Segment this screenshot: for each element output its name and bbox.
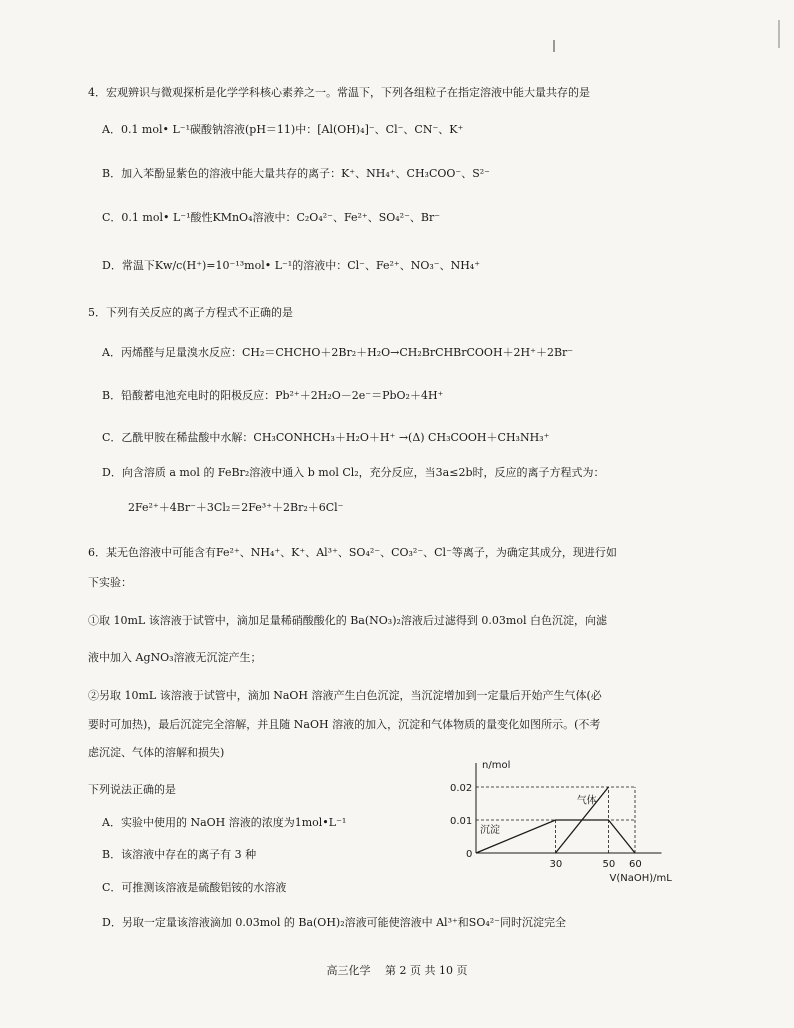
q6-option-b: B．该溶液中存在的离子有 3 种	[102, 848, 257, 861]
q5-option-c: C．乙酰甲胺在稀盐酸中水解：CH₃CONHCH₃＋H₂O＋H⁺ →(Δ) CH₃COOH＋CH₃NH₃⁺	[102, 431, 550, 444]
origin-label: 0	[466, 849, 473, 860]
y-tick-label: 0.01	[450, 816, 473, 827]
q5-stem: 5．下列有关反应的离子方程式不正确的是	[88, 306, 293, 319]
q6-option-d: D．另取一定量该溶液滴加 0.03mol 的 Ba(OH)₂溶液可能使溶液中 Al³⁺和SO₄²⁻同时沉淀完全	[102, 916, 566, 929]
precipitate-gas-chart	[438, 755, 678, 887]
q5-option-a: A．丙烯醛与足量溴水反应：CH₂＝CHCHO＋2Br₂＋H₂O→CH₂BrCHBrCOOH＋2H⁺＋2Br⁻	[102, 346, 574, 359]
q6-experiment2-line1: ②另取 10mL 该溶液于试管中，滴加 NaOH 溶液产生白色沉淀，当沉淀增加到一定量后开始产生气体(必	[88, 689, 602, 702]
x-tick-label: 50	[602, 859, 616, 870]
q6-experiment2-line2: 要时可加热)，最后沉淀完全溶解，并且随 NaOH 溶液的加入，沉淀和气体物质的量变化如图所示。(不考	[88, 718, 601, 731]
scan-mark	[778, 20, 780, 48]
q4-option-b: B．加入苯酚显紫色的溶液中能大量共存的离子：K⁺、NH₄⁺、CH₃COO⁻、S²⁻	[102, 167, 490, 180]
q6-experiment2-line3: 虑沉淀、气体的溶解和损失)	[88, 746, 225, 759]
q6-stem-line2: 下实验：	[88, 576, 132, 589]
q6-question: 下列说法正确的是	[88, 783, 176, 796]
x-tick-label: 60	[629, 859, 642, 870]
y-tick-label: 0.02	[450, 783, 473, 794]
series-label: 气体	[576, 795, 597, 807]
y-axis-label: n/mol	[482, 760, 511, 771]
series-label: 沉淀	[480, 825, 500, 837]
q4-option-d: D．常温下Kw/c(H⁺)=10⁻¹³mol• L⁻¹的溶液中：Cl⁻、Fe²⁺、NO₃⁻、NH₄⁺	[102, 259, 481, 272]
q6-option-a: A．实验中使用的 NaOH 溶液的浓度为1mol•L⁻¹	[102, 816, 347, 829]
q5-option-b: B．铅酸蓄电池充电时的阳极反应：Pb²⁺＋2H₂O－2e⁻＝PbO₂＋4H⁺	[102, 389, 444, 402]
q4-option-c: C．0.1 mol• L⁻¹酸性KMnO₄溶液中：C₂O₄²⁻、Fe²⁺、SO₄²⁻、Br⁻	[102, 211, 441, 224]
page-footer: 高三化学 第 2 页 共 10 页	[326, 964, 468, 977]
q5-option-d-equation: 2Fe²⁺＋4Br⁻＋3Cl₂＝2Fe³⁺＋2Br₂＋6Cl⁻	[128, 501, 344, 514]
q6-experiment1-line1: ①取 10mL 该溶液于试管中，滴加足量稀硝酸酸化的 Ba(NO₃)₂溶液后过滤得到 0.03mol 白色沉淀，向滤	[88, 614, 607, 627]
scan-mark	[553, 40, 555, 52]
q5-option-d: D．向含溶质 a mol 的 FeBr₂溶液中通入 b mol Cl₂，充分反应，当3a≤2b时，反应的离子方程式为：	[102, 466, 605, 479]
q4-option-a: A．0.1 mol• L⁻¹碳酸钠溶液(pH＝11)中：[Al(OH)₄]⁻、Cl⁻、CN⁻、K⁺	[102, 123, 464, 136]
q6-stem-line1: 6．某无色溶液中可能含有Fe²⁺、NH₄⁺、K⁺、Al³⁺、SO₄²⁻、CO₃²⁻、Cl⁻等离子，为确定其成分，现进行如	[88, 546, 617, 559]
q4-stem: 4．宏观辨识与微观探析是化学学科核心素养之一。常温下，下列各组粒子在指定溶液中能大量共存的是	[88, 86, 590, 99]
q6-experiment1-line2: 液中加入 AgNO₃溶液无沉淀产生；	[88, 651, 262, 664]
q6-option-c: C．可推测该溶液是硫酸铝铵的水溶液	[102, 881, 287, 894]
x-axis-label: V(NaOH)/mL	[609, 873, 672, 884]
x-tick-label: 30	[549, 859, 563, 870]
